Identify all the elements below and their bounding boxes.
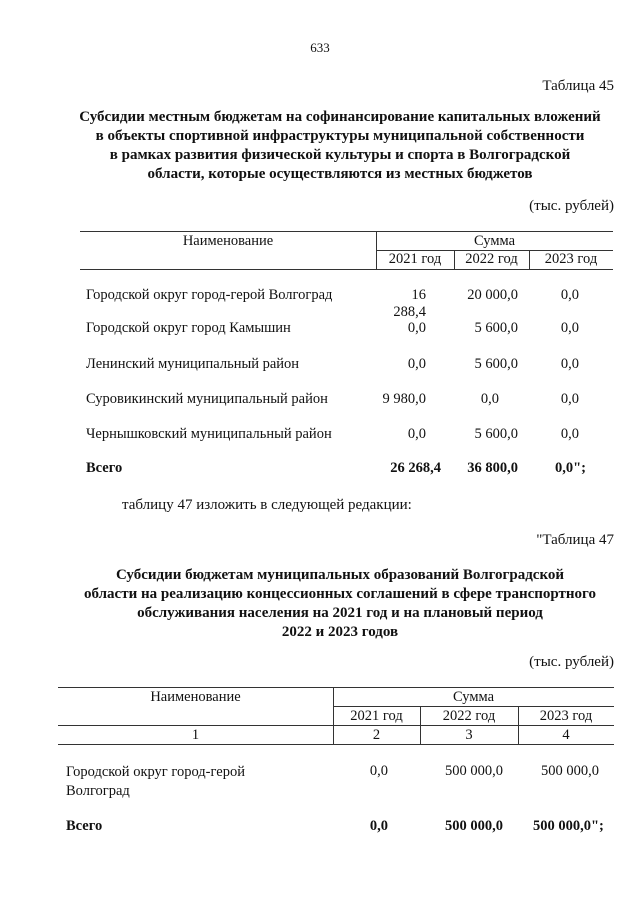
total-2022: 36 800,0 — [467, 460, 518, 476]
table45-units: (тыс. рублей) — [529, 198, 614, 214]
row-name: Городской округ город-герой Волгоград — [86, 287, 333, 303]
table45-header-year-2022: 2022 год — [465, 251, 518, 267]
table47-header-year-2022: 2022 год — [442, 708, 496, 724]
instruction-text: таблицу 47 изложить в следующей редакции: — [122, 497, 412, 513]
table47-colnum-2: 2 — [372, 727, 381, 743]
row-name-line: Волгоград — [66, 783, 130, 799]
value-2022: 20 000,0 — [467, 287, 518, 303]
table47-title — [40, 566, 640, 642]
value-2022: 5 600,0 — [474, 356, 518, 372]
table47-top-border — [58, 687, 614, 688]
page-number: 633 — [310, 40, 330, 55]
value-2022: 5 600,0 — [474, 320, 518, 336]
table45-header-name: Наименование — [182, 233, 274, 249]
value-2021: 0,0 — [407, 356, 426, 372]
total-2021: 0,0 — [369, 818, 388, 834]
total-2021: 26 268,4 — [390, 460, 441, 476]
value-2023: 0,0 — [560, 391, 579, 407]
table47-header-year-2023: 2023 год — [539, 708, 593, 724]
row-name: Городской округ город Камышин — [86, 320, 291, 336]
value-2021: 0,0 — [407, 426, 426, 442]
value-2021: 0,0 — [407, 320, 426, 336]
table47-header-bottom-border — [58, 744, 614, 745]
table47-header-sum: Сумма — [452, 689, 495, 705]
value-2021: 16 288,4 — [393, 287, 426, 320]
total-2022: 500 000,0 — [445, 818, 503, 834]
value-2021: 9 980,0 — [382, 391, 426, 407]
table47-title-line: обслуживания населения на 2021 год и на плановый период — [137, 605, 543, 621]
table45-title-line: в рамках развития физической культуры и спорта в Волгоградской — [109, 147, 571, 163]
table45-header-year-2023: 2023 год — [544, 251, 598, 267]
table45-title-line: Субсидии местным бюджетам на софинансирование капитальных вложений — [79, 109, 601, 125]
value-2022: 5 600,0 — [474, 426, 518, 442]
row-name: Суровикинский муниципальный район — [86, 391, 328, 407]
table47-title-line: Субсидии бюджетам муниципальных образований Волгоградской — [115, 567, 565, 583]
table45-title — [60, 108, 620, 184]
table45-top-border — [80, 231, 613, 232]
table47-colnum-1: 1 — [191, 727, 200, 743]
table47-colnum-4: 4 — [562, 727, 570, 743]
total-label: Всего — [66, 818, 103, 834]
total-label: Всего — [86, 460, 123, 476]
value-2023: 0,0 — [560, 356, 579, 372]
table47-title-line: области на реализацию концессионных соглашений в сфере транспортного — [84, 586, 596, 602]
row-name — [66, 763, 245, 801]
table47-header-divider — [58, 725, 614, 726]
value-2023: 500 000,0 — [541, 763, 599, 779]
table47-title-line: 2022 и 2023 годов — [281, 624, 399, 640]
total-2023: 0,0"; — [555, 460, 587, 476]
table45-title-line: области, которые осуществляются из местных бюджетов — [147, 166, 533, 182]
value-2023: 0,0 — [560, 426, 579, 442]
table45-header-year-2021: 2021 год — [388, 251, 442, 267]
table45-title-line: в объекты спортивной инфраструктуры муниципальной собственности — [95, 128, 585, 144]
table45-header-bottom-border — [80, 269, 613, 270]
table47-label: "Таблица 47 — [536, 532, 614, 548]
table47-sum-divider — [333, 706, 614, 707]
row-name: Чернышковский муниципальный район — [86, 426, 332, 442]
row-name: Ленинский муниципальный район — [86, 356, 300, 372]
value-2023: 0,0 — [560, 320, 579, 336]
table47-units: (тыс. рублей) — [529, 654, 614, 670]
table47-header-year-2021: 2021 год — [350, 708, 403, 724]
value-2022: 500 000,0 — [445, 763, 503, 779]
table47-colnum-3: 3 — [465, 727, 473, 743]
value-2021: 0,0 — [369, 763, 388, 779]
value-2022: 0,0 — [480, 391, 499, 407]
total-2023: 500 000,0"; — [533, 818, 604, 834]
table45-label: Таблица 45 — [542, 78, 614, 94]
table45-header-sum: Сумма — [473, 233, 516, 249]
table47-header-name: Наименование — [150, 689, 241, 705]
row-name-line: Городской округ город-герой — [66, 764, 245, 780]
value-2023: 0,0 — [560, 287, 579, 303]
